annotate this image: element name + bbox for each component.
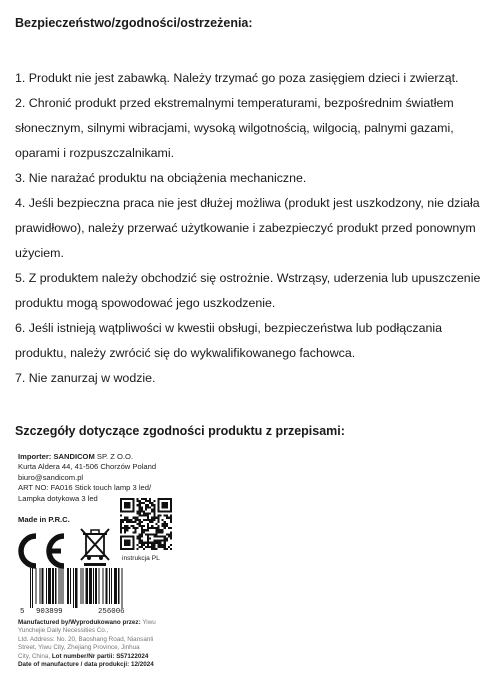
safety-item-7: 7. Nie zanurzaj w wodzie. — [15, 371, 156, 385]
safety-item-2: 2. Chronić produkt przed ekstremalnymi temperaturami, bezpośrednim światłem słonecznym, silnymi wibracjami, wysoką wilgotnością, wilgocią, palnymi gazami, oparami i rozpuszczalnikami. — [15, 96, 454, 160]
ce-mark-icon — [14, 530, 70, 572]
barcode-icon — [30, 568, 156, 608]
lot-number: Lot number/Nr partii: S57122024 — [50, 652, 149, 660]
importer-email: biuro@sandicom.pl — [18, 472, 84, 482]
barcode-digits-left: 903899 — [36, 608, 63, 616]
manufacturer-city: Yiwu — [140, 619, 156, 626]
barcode-digits-right: 256006 — [98, 608, 125, 616]
safety-item-1: 1. Produkt nie jest zabawką. Należy trzymać go poza zasięgiem dzieci i zwierząt. — [15, 71, 459, 85]
importer-address: Kurta Aldera 44, 41-506 Chorzów Poland — [18, 462, 157, 472]
importer-name: Importer: SANDICOM — [18, 452, 95, 461]
manufacturer-line-3: Street, Yiwu City, Zhejiang Province, Jinhua — [18, 644, 140, 652]
instruction-label: instrukcja PL — [122, 555, 160, 562]
manufacturer-heading-line — [18, 619, 188, 627]
manufacturer-line-1: Yunchejie Daily Necessities Co., — [18, 627, 109, 635]
importer-company-type: SP. Z O.O. — [94, 452, 134, 461]
manufacturer-label: Manufactured by/Wyprodukowano przez: — [18, 619, 141, 626]
manufacturer-country: City, China, — [18, 652, 51, 660]
manufacturer-line-2: Ltd. Address: No. 20, Baoshang Road, Niansanli — [18, 635, 154, 643]
made-in-label: Made in P.R.C. — [18, 515, 70, 524]
manufacture-date: Date of manufacture / data produkcji: 12/2024 — [18, 661, 154, 669]
safety-list — [15, 66, 493, 391]
compliance-heading: Szczegóły dotyczące zgodności produktu z przepisami: — [15, 424, 345, 438]
safety-heading: Bezpieczeństwo/zgodności/ostrzeżenia: — [15, 16, 253, 30]
barcode-digit-first: 5 — [20, 608, 25, 616]
article-number: ART NO: FA016 Stick touch lamp 3 led/ — [18, 483, 152, 493]
weee-bin-icon — [78, 526, 112, 568]
safety-item-5: 5. Z produktem należy obchodzić się ostrożnie. Wstrząsy, uderzenia lub upuszczenie produktu mogą spowodować jego uszkodzenie. — [15, 271, 481, 310]
product-name-pl: Lampka dotykowa 3 led — [18, 493, 98, 503]
safety-item-3: 3. Nie narażać produktu na obciążenia mechaniczne. — [15, 171, 307, 185]
product-label — [18, 452, 178, 504]
safety-item-6: 6. Jeśli istnieją wątpliwości w kwestii obsługi, bezpieczeństwa lub podłączania produktu, należy zwrócić się do wykwalifikowanego fachowca. — [15, 321, 442, 360]
safety-item-4: 4. Jeśli bezpieczna praca nie jest dłużej możliwa (produkt jest uszkodzony, nie działa prawidłowo), należy przerwać użytkowanie i zabezpieczyć produkt przed ponownym użyciem. — [15, 196, 480, 260]
manufacturer-line-4 — [18, 653, 188, 661]
importer-line — [18, 452, 178, 462]
manufacturer-info — [18, 619, 188, 669]
qr-code-icon[interactable] — [120, 498, 172, 550]
